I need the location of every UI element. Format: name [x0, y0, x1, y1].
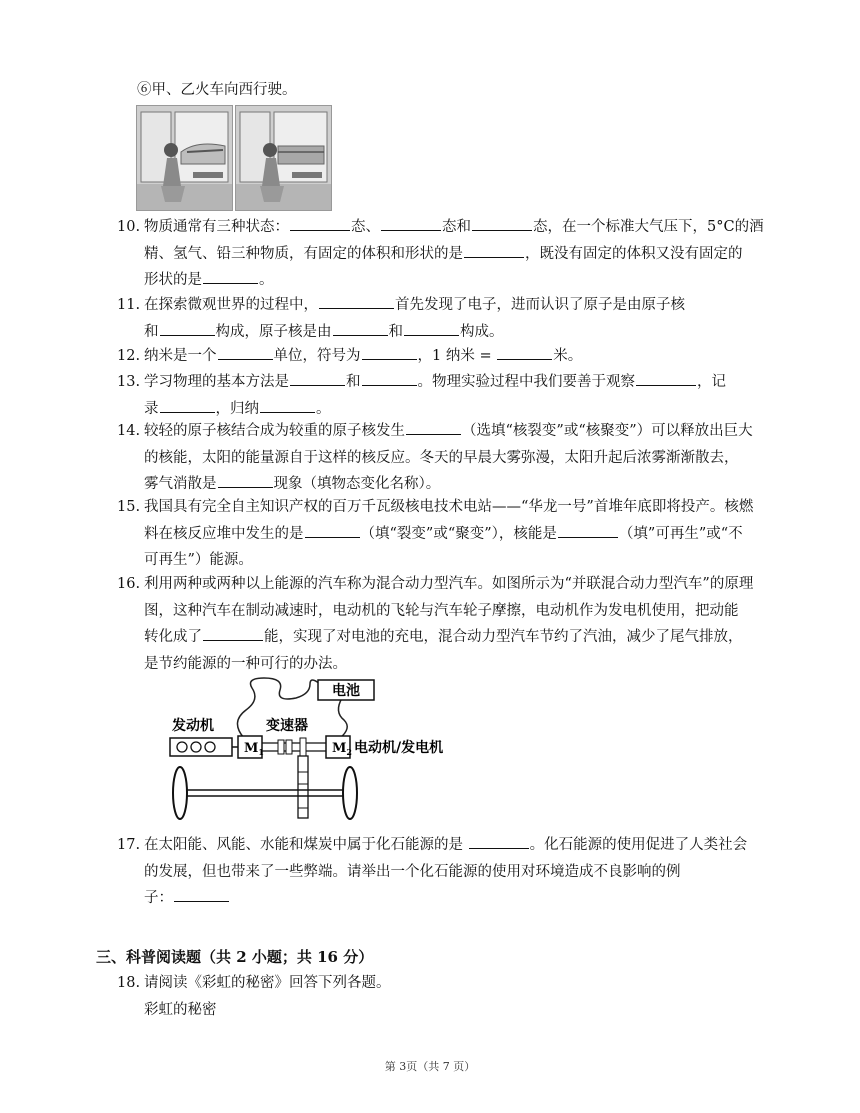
answer-blank[interactable]	[218, 473, 273, 488]
answer-blank[interactable]	[464, 243, 524, 258]
q10-text-2: 态、	[351, 219, 380, 235]
q17-text-3: 的发展，但也带来了一些弊端。请举出一个化石能源的使用对环境造成不良影响的例	[144, 863, 681, 880]
answer-blank[interactable]	[472, 216, 532, 231]
wheel-right	[343, 767, 357, 819]
q10-text-4: 态，在一个标准大气压下，5°C的酒	[533, 219, 764, 235]
answer-blank[interactable]	[174, 887, 229, 902]
engine-label: 发动机	[172, 718, 214, 734]
question-16	[117, 571, 777, 677]
q16-text-5: 是节约能源的一种可行的办法。	[144, 655, 347, 672]
answer-blank[interactable]	[469, 834, 529, 849]
wheel-left	[173, 767, 187, 819]
q14-text-2: （选填“核裂变”或“核聚变”）可以释放出巨大	[462, 423, 753, 439]
question-13	[117, 369, 777, 422]
question-15	[117, 494, 777, 574]
answer-blank[interactable]	[558, 523, 618, 538]
battery-label: 电池	[332, 683, 360, 699]
answer-blank[interactable]	[406, 420, 461, 435]
question-number: 12.	[117, 348, 141, 364]
q13-text-3: 。物理实验过程中我们要善于观察	[417, 374, 635, 390]
q14-text-4: 雾气消散是	[144, 476, 217, 492]
answer-blank[interactable]	[362, 371, 417, 386]
q13-text-5: 录	[144, 400, 159, 417]
q13-text-1: 学习物理的基本方法是	[144, 374, 289, 390]
question-number: 13.	[117, 374, 141, 390]
page-footer: 第 3页（共 7 页）	[384, 1060, 476, 1073]
section-3-heading: 三、科普阅读题（共 2 小题；共 16 分）	[96, 948, 374, 966]
answer-blank[interactable]	[362, 345, 417, 360]
q10-text-3: 态和	[442, 219, 471, 235]
answer-blank[interactable]	[497, 345, 552, 360]
answer-blank[interactable]	[218, 345, 273, 360]
q10-text-5: 精、氢气、铅三种物质，有固定的体积和形状的是	[144, 245, 463, 262]
q11-text-3: 和	[144, 323, 159, 340]
q17-text-2: 。化石能源的使用促进了人类社会	[529, 837, 748, 853]
answer-blank[interactable]	[319, 294, 394, 309]
q15-text-1: 我国具有完全自主知识产权的百万千瓦级核电技术电站——“华龙一号”首堆年底即将投产。核燃	[144, 499, 754, 515]
answer-blank[interactable]	[160, 321, 215, 336]
answer-blank[interactable]	[381, 216, 441, 231]
hybrid-car-diagram	[160, 672, 460, 830]
q11-text-1: 在探索微观世界的过程中，	[144, 297, 318, 313]
question-14	[117, 418, 777, 498]
q11-text-6: 构成。	[460, 323, 504, 340]
q11-text-5: 和	[388, 323, 403, 340]
question-12	[117, 343, 777, 370]
q12-text-4: 米。	[553, 348, 583, 364]
q13-text-2: 和	[346, 374, 361, 390]
q10-text-1: 物质通常有三种状态：	[144, 219, 289, 235]
q15-text-2: 料在核反应堆中发生的是	[144, 525, 304, 542]
q14-text-5: 现象（填物态变化名称）。	[273, 476, 441, 492]
answer-blank[interactable]	[260, 398, 315, 413]
question-number: 18.	[117, 975, 141, 991]
q15-text-5: 可再生”）能源。	[144, 552, 253, 568]
train-photo-left	[136, 105, 233, 211]
q15-text-4: （填”可再生”或“不	[618, 525, 743, 542]
answer-blank[interactable]	[404, 321, 459, 336]
q17-text-4: 子：	[144, 890, 173, 906]
m1-label: $M_1$	[244, 741, 264, 757]
question-10	[117, 214, 777, 294]
q16-text-3: 转化成了	[144, 629, 202, 645]
q11-text-2: 首先发现了电子，进而认识了原子是由原子核	[395, 297, 685, 313]
q10-text-8: 。	[259, 272, 274, 288]
q12-text-2: 单位，符号为	[273, 348, 361, 364]
q15-text-3: （填“裂变”或“聚变”），核能是	[360, 525, 557, 542]
answer-blank[interactable]	[290, 371, 345, 386]
q18-article-title: 彩虹的秘密	[144, 1001, 217, 1018]
question-number: 16.	[117, 576, 141, 592]
answer-blank[interactable]	[160, 398, 215, 413]
q18-text-1: 请阅读《彩虹的秘密》回答下列各题。	[144, 975, 391, 991]
q10-text-7: 形状的是	[144, 272, 202, 288]
question-18	[117, 970, 777, 1023]
q16-text-1: 利用两种或两种以上能源的汽车称为混合动力型汽车。如图所示为“并联混合动力型汽车”的原理	[144, 576, 754, 592]
train-photo-right	[235, 105, 332, 211]
question-number: 14.	[117, 423, 141, 439]
motor-generator-label: 电动机/发电机	[354, 740, 444, 756]
answer-blank[interactable]	[203, 626, 263, 641]
q16-text-4: 能，实现了对电池的充电，混合动力型汽车节约了汽油，减少了尾气排放，	[264, 629, 743, 645]
question-number: 10.	[117, 219, 141, 235]
q13-text-6: ，归纳	[215, 400, 259, 417]
m2-label: $M_2$	[332, 741, 352, 757]
wire-battery-m2	[338, 698, 347, 738]
answer-blank[interactable]	[636, 371, 696, 386]
q10-text-6: ，既没有固定的体积又没有固定的	[525, 245, 743, 262]
question-11	[117, 292, 777, 345]
answer-blank[interactable]	[290, 216, 350, 231]
q11-text-4: 构成，原子核是由	[215, 323, 332, 340]
q12-text-1: 纳米是一个	[144, 348, 217, 364]
question-number: 11.	[117, 297, 141, 313]
q13-text-7: 。	[316, 400, 331, 417]
q14-text-3: 的核能，太阳的能量源自于这样的核反应。冬天的早晨大雾弥漫，太阳升起后浓雾渐渐散去，	[144, 449, 739, 466]
gearbox-label: 变速器	[266, 718, 308, 734]
question-17	[117, 832, 777, 912]
q14-text-1: 较轻的原子核结合成为较重的原子核发生	[144, 423, 405, 439]
q12-text-3: ，1 纳米 =	[417, 348, 492, 364]
item-6-text: ⑥甲、乙火车向西行驶。	[137, 82, 297, 98]
question-number: 17.	[117, 837, 141, 853]
answer-blank[interactable]	[203, 269, 258, 284]
question-number: 15.	[117, 499, 141, 515]
q17-text-1: 在太阳能、风能、水能和煤炭中属于化石能源的是	[144, 837, 463, 853]
answer-blank[interactable]	[333, 321, 388, 336]
answer-blank[interactable]	[305, 523, 360, 538]
q13-text-4: ，记	[697, 374, 726, 390]
q16-text-2: 图，这种汽车在制动减速时，电动机的飞轮与汽车轮子摩擦，电动机作为发电机使用，把动能	[144, 602, 739, 619]
